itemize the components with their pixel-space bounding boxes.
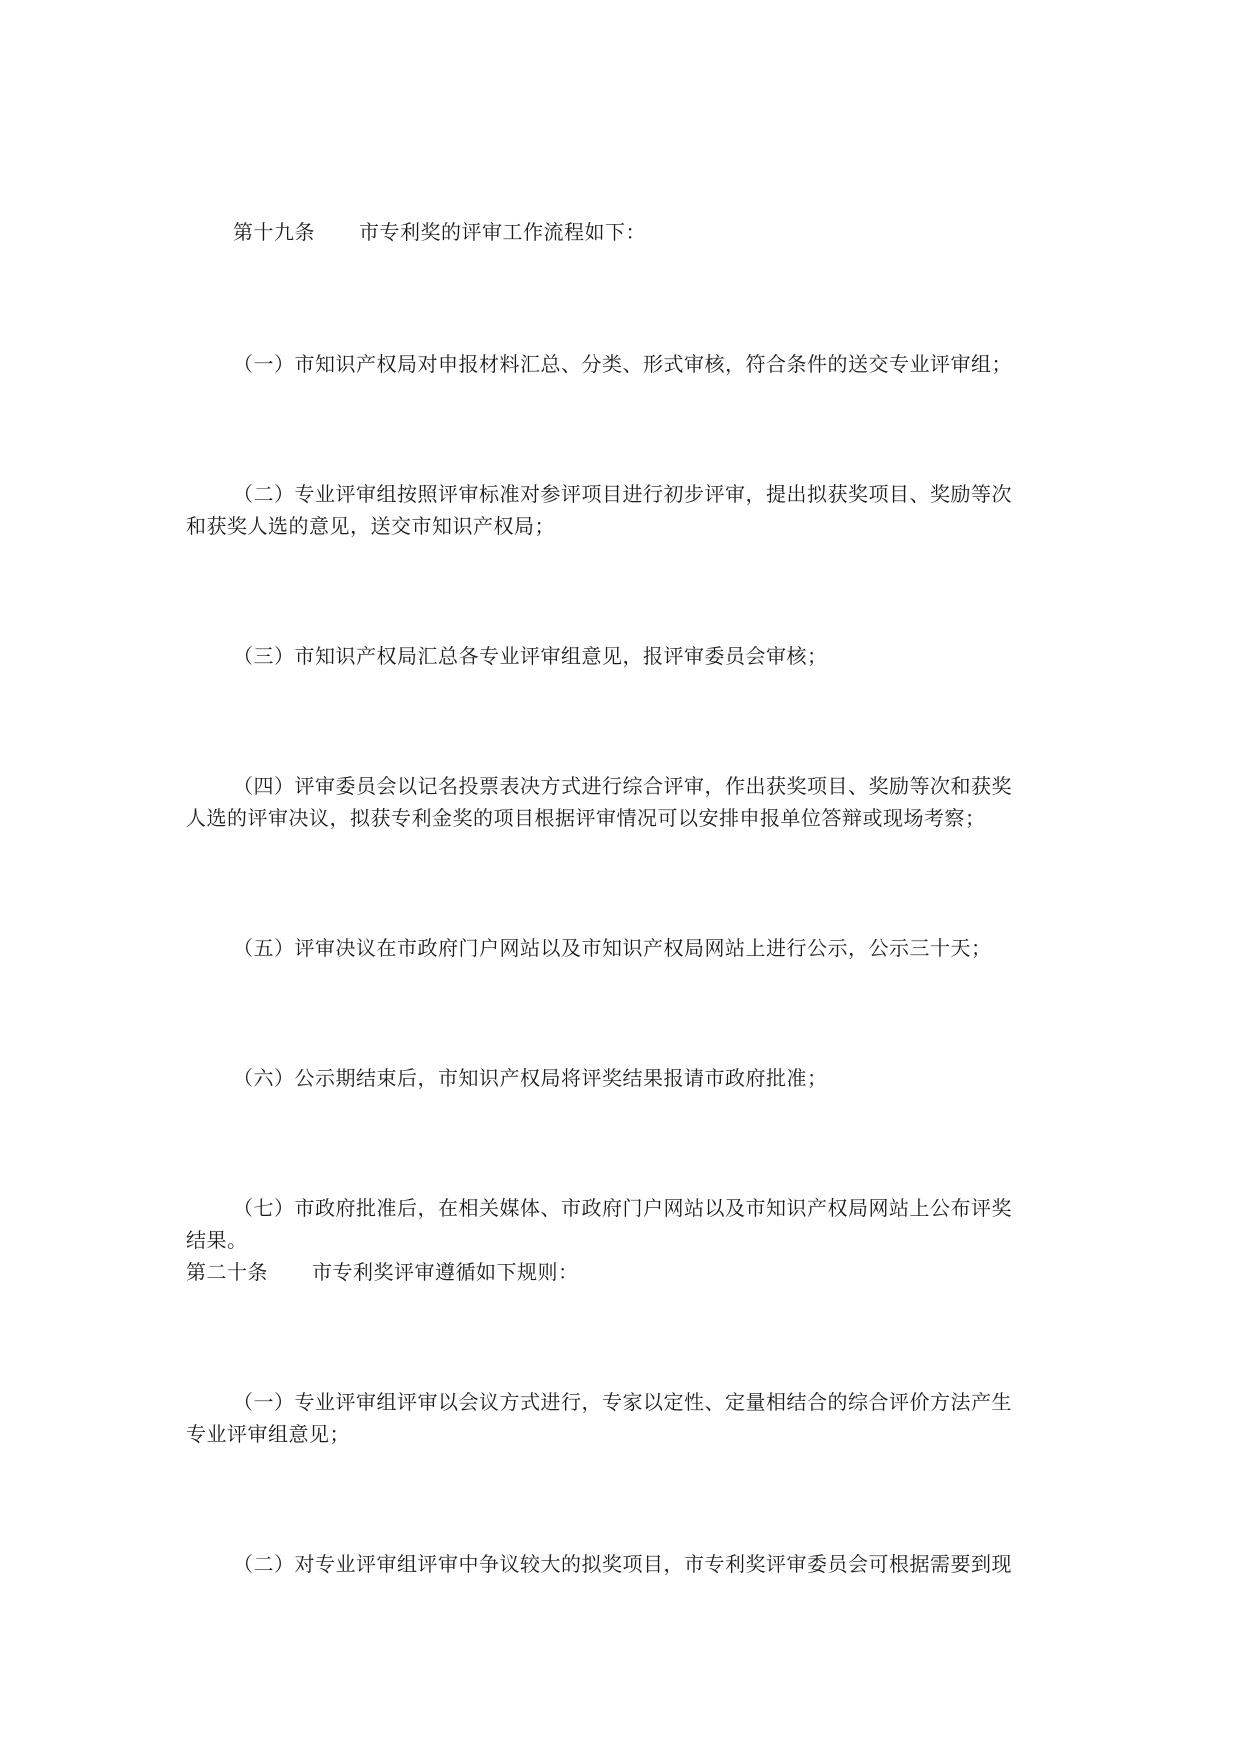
- article-20-item-1-line-2: 专业评审组意见；: [186, 1422, 350, 1446]
- article-19-item-2-line-2: 和获奖人选的意见，送交市知识产权局；: [186, 514, 555, 538]
- article-19-label: 第十九条: [233, 220, 315, 244]
- article-19-item-4-line-1: （四）评审委员会以记名投票表决方式进行综合评审，作出获奖项目、奖励等次和获奖: [233, 774, 1012, 798]
- article-20-item-1-line-1: （一）专业评审组评审以会议方式进行，专家以定性、定量相结合的综合评价方法产生: [233, 1390, 1012, 1414]
- article-19-heading: [233, 216, 646, 248]
- article-19-item-4-line-2: 人选的评审决议，拟获专利金奖的项目根据评审情况可以安排申报单位答辩或现场考察；: [186, 806, 986, 830]
- article-20-label: 第二十条: [186, 1260, 268, 1284]
- article-19-item-2-line-1: （二）专业评审组按照评审标准对参评项目进行初步评审，提出拟获奖项目、奖励等次: [233, 482, 1012, 506]
- article-19-item-5: （五）评审决议在市政府门户网站以及市知识产权局网站上进行公示，公示三十天；: [233, 936, 992, 960]
- article-20-item-2-line-1: （二）对专业评审组评审中争议较大的拟奖项目，市专利奖评审委员会可根据需要到现: [233, 1552, 1012, 1576]
- article-19-item-1: （一）市知识产权局对申报材料汇总、分类、形式审核，符合条件的送交专业评审组；: [233, 352, 1012, 376]
- article-20-heading: [186, 1256, 579, 1288]
- article-19-item-3: （三）市知识产权局汇总各专业评审组意见，报评审委员会审核；: [233, 644, 828, 668]
- article-19-text: 市专利奖的评审工作流程如下：: [359, 220, 646, 244]
- article-20-text: 市专利奖评审遵循如下规则：: [312, 1260, 579, 1284]
- article-19-item-7-line-1: （七）市政府批准后，在相关媒体、市政府门户网站以及市知识产权局网站上公布评奖: [233, 1196, 1012, 1220]
- article-19-item-6: （六）公示期结束后，市知识产权局将评奖结果报请市政府批准；: [233, 1066, 828, 1090]
- article-19-item-7-line-2: 结果。: [186, 1228, 248, 1252]
